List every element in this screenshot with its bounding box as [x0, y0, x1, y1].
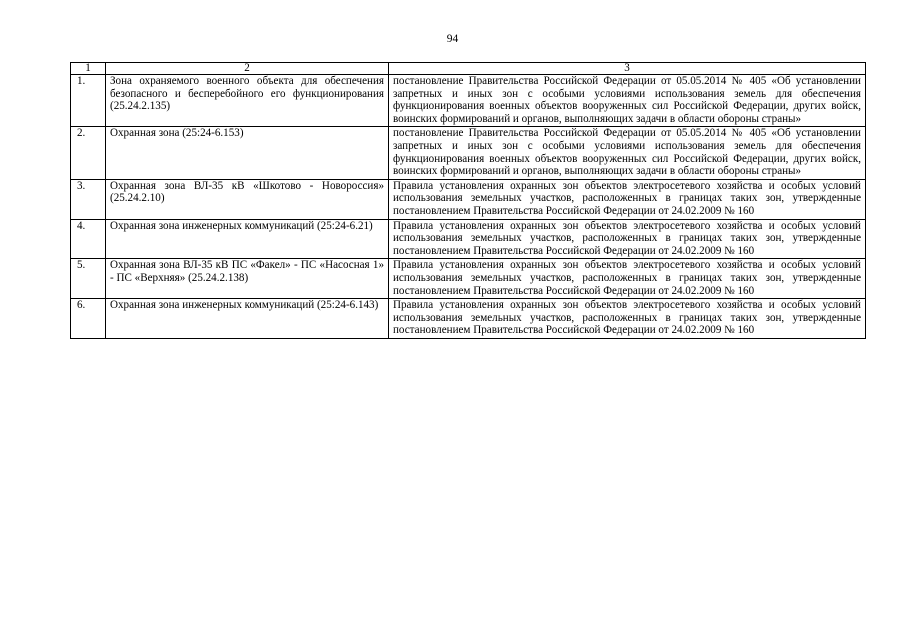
table-row [71, 179, 866, 219]
legal-basis: Правила установления охранных зон объектов электросетевого хозяйства и особых условий использования земельных участков, расположенных в границах таких зон, утвержденные постановлением Правительства Российской Федерации от 24.02.2009 № 160 [389, 259, 866, 299]
row-number: 2. [71, 127, 106, 179]
row-number: 5. [71, 259, 106, 299]
zone-name: Охранная зона ВЛ-35 кВ ПС «Факел» - ПС «Насосная 1» - ПС «Верхняя» (25.24.2.138) [106, 259, 389, 299]
table-row [71, 299, 866, 339]
row-number: 6. [71, 299, 106, 339]
row-number: 4. [71, 219, 106, 259]
table-header-row [71, 63, 866, 75]
table-row [71, 259, 866, 299]
legal-basis: постановление Правительства Российской Федерации от 05.05.2014 № 405 «Об установлении запретных и иных зон с особыми условиями использования земель для обеспечения функционирования военных объектов вооруженных сил Российской Федерации, других войск, воинских формирований и органов, выполняющих задачи в области обороны страны» [389, 75, 866, 127]
zone-name: Зона охраняемого военного объекта для обеспечения безопасного и бесперебойного его функционирования (25.24.2.135) [106, 75, 389, 127]
legal-basis: Правила установления охранных зон объектов электросетевого хозяйства и особых условий использования земельных участков, расположенных в границах таких зон, утвержденные постановлением Правительства Российской Федерации от 24.02.2009 № 160 [389, 219, 866, 259]
header-cell-3: 3 [389, 63, 866, 75]
row-number: 3. [71, 179, 106, 219]
page-number: 94 [446, 33, 459, 45]
legal-basis: Правила установления охранных зон объектов электросетевого хозяйства и особых условий использования земельных участков, расположенных в границах таких зон, утвержденные постановлением Правительства Российской Федерации от 24.02.2009 № 160 [389, 299, 866, 339]
legal-basis: Правила установления охранных зон объектов электросетевого хозяйства и особых условий использования земельных участков, расположенных в границах таких зон, утвержденные постановлением Правительства Российской Федерации от 24.02.2009 № 160 [389, 179, 866, 219]
table-row [71, 127, 866, 179]
table-row [71, 75, 866, 127]
table-row [71, 219, 866, 259]
header-cell-1: 1 [71, 63, 106, 75]
zone-name: Охранная зона инженерных коммуникаций (25:24-6.21) [106, 219, 389, 259]
legal-basis: постановление Правительства Российской Федерации от 05.05.2014 № 405 «Об установлении запретных и иных зон с особыми условиями использования земель для обеспечения функционирования военных объектов вооруженных сил Российской Федерации, других войск, воинских формирований и органов, выполняющих задачи в области обороны страны» [389, 127, 866, 179]
zone-name: Охранная зона (25:24-6.153) [106, 127, 389, 179]
header-cell-2: 2 [106, 63, 389, 75]
row-number: 1. [71, 75, 106, 127]
zones-table [70, 62, 866, 339]
zone-name: Охранная зона ВЛ-35 кВ «Шкотово - Новороссия» (25.24.2.10) [106, 179, 389, 219]
zone-name: Охранная зона инженерных коммуникаций (25:24-6.143) [106, 299, 389, 339]
